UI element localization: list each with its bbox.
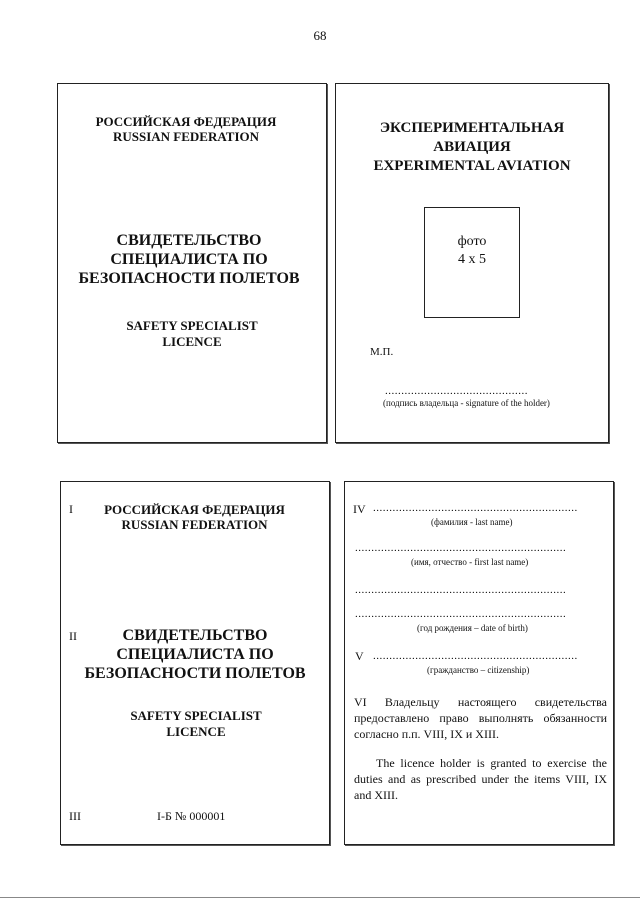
privileges-paragraph-en: The licence holder is granted to exercise the duties and as prescribed under the items VIII, IX and XIII. [354, 756, 607, 802]
title-ru-line1: СВИДЕТЕЛЬСТВО [116, 232, 262, 249]
title-en-line1: SAFETY SPECIALIST [130, 708, 262, 723]
title-en-line2: LICENCE [166, 724, 226, 739]
seal-label: М.П. [370, 346, 394, 358]
title-ru-line3: БЕЗОПАСНОСТИ ПОЛЕТОВ [78, 270, 300, 287]
signature-line: ............................................ [385, 385, 528, 397]
citizenship-caption: (гражданство – citizenship) [427, 665, 530, 675]
title-ru-line2: СПЕЦИАЛИСТА ПО [116, 646, 274, 663]
last-name-line: ............................................................... [373, 502, 578, 514]
country-en: RUSSIAN FEDERATION [121, 517, 268, 532]
heading-en: EXPERIMENTAL AVIATION [373, 158, 571, 174]
blank-line: ................................................................. [355, 584, 567, 596]
first-name-caption: (имя, отчество - first last name) [411, 557, 529, 567]
numeral-v: V [355, 649, 364, 663]
numeral-iv: IV [353, 502, 366, 516]
cover-inner-panel [335, 83, 609, 443]
page-edge-line [0, 897, 640, 898]
photo-label: фото [457, 234, 487, 249]
birth-date-caption: (год рождения – date of birth) [417, 623, 528, 633]
country-en: RUSSIAN FEDERATION [112, 129, 260, 144]
last-name-caption: (фамилия - last name) [431, 517, 513, 527]
birth-date-line: ................................................................. [355, 608, 567, 620]
signature-caption: (подпись владельца - signature of the holder) [383, 398, 550, 408]
serial-number: I-Б № 000001 [157, 809, 226, 823]
title-en-line1: SAFETY SPECIALIST [126, 318, 258, 333]
title-ru-line3: БЕЗОПАСНОСТИ ПОЛЕТОВ [84, 665, 306, 682]
numeral-iii: III [69, 809, 81, 823]
photo-size: 4 x 5 [458, 252, 486, 267]
country-ru: РОССИЙСКАЯ ФЕДЕРАЦИЯ [104, 502, 285, 517]
licence-data-panel [344, 481, 614, 845]
photo-frame [424, 207, 520, 318]
page-number: 68 [313, 28, 327, 43]
title-en-line2: LICENCE [162, 334, 222, 349]
licence-front-panel [60, 481, 330, 845]
title-ru-line2: СПЕЦИАЛИСТА ПО [110, 251, 268, 268]
privileges-paragraph-ru: VI Владельцу настоящего свидетельства предоставлено право выполнять обязанности согласно п.п. VIII, IX и XIII. [354, 695, 607, 741]
cover-front-panel [57, 83, 327, 443]
citizenship-line: ............................................................... [373, 650, 578, 662]
first-name-line: ................................................................. [355, 542, 567, 554]
heading-ru-line2: АВИАЦИЯ [433, 139, 511, 155]
numeral-i: I [69, 502, 73, 516]
heading-ru-line1: ЭКСПЕРИМЕНТАЛЬНАЯ [379, 120, 565, 136]
title-ru-line1: СВИДЕТЕЛЬСТВО [122, 627, 268, 644]
numeral-ii: II [69, 629, 77, 643]
country-ru: РОССИЙСКАЯ ФЕДЕРАЦИЯ [95, 114, 277, 129]
